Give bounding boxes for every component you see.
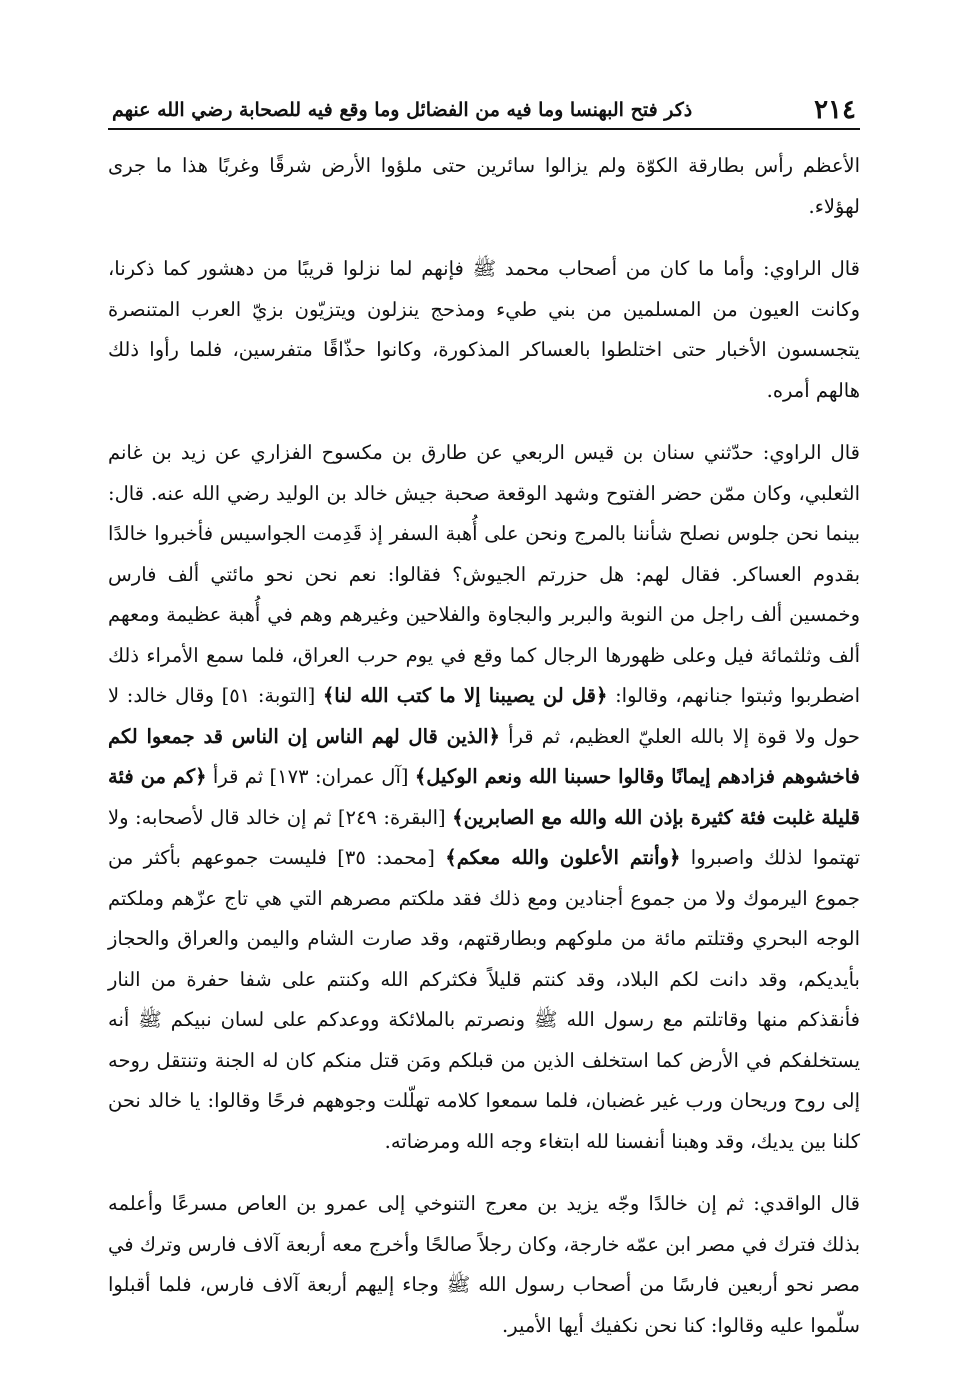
quran-quote: ﴿قل لن يصيبنا إلا ما كتب الله لنا﴾ — [322, 684, 608, 707]
text-run: [البقرة: ٢٤٩] ثم إن خالد قال لأصحابه: ولا تهتموا لذلك واصبروا — [108, 805, 860, 869]
body-text — [108, 146, 860, 1346]
text-run: قال الراوي: وأما ما كان من أصحاب محمد ﷺ فإنهم لما نزلوا قريبًا من دهشور كما ذكرنا، وكانت العيون من المسلمين من بني طيء ومذحج ينزلون ويتزيّون بزيّ العرب المتنصرة يتجسسون الأخبار حتى اختلطوا بالعساكر المذكورة، وكانوا حذّاقًا متفرسين، فلما رأوا ذلك هالهم أمره. — [108, 257, 860, 402]
quran-quote: ﴿وأنتم الأعلون والله معكم﴾ — [445, 846, 681, 869]
text-run: قال الراوي: حدّثني سنان بن قيس الربعي عن طارق بن مكسوح الفزاري عن زيد بن غانم الثعلبي، وكان ممّن حضر الفتوح وشهد الوقعة صحبة جيش خالد بن الوليد رضي الله عنه. قال: بينما نحن جلوس نصلح شأننا بالمرج ونحن على أُهبة السفر إذ قَدِمت الجواسيس فأخبروا خالدًا بقدوم العساكر. فقال لهم: هل حزرتم الجيوش؟ فقالوا: نعم نحن نحو مائتي ألف فارس وخمسين ألف راجل من النوبة والبربر والبجاوة والفلاحين وغيرهم وهم في أُهبة عظيمة ومعهم ألف وثلثمائة فيل وعلى ظهورها الرجال كما وقع في يوم حرب العراق، فلما سمع الأمراء ذلك اضطربوا وثبتوا جنانهم، وقالوا: — [108, 441, 861, 707]
quran-quote: ﴿الذين قال لهم الناس إن الناس قد جمعوا لكم فاخشوهم فزادهم إيمانًا وقالوا حسبنا الله ونعم الوكيل﴾ — [108, 724, 861, 788]
paragraph — [108, 146, 860, 227]
text-run: الأعظم رأس بطارقة الكوّة ولم يزالوا سائرين حتى ملؤوا الأرض شرقًا وغربًا هذا ما جرى لهؤلاء. — [108, 154, 860, 218]
text-run: [محمد: ٣٥] فليست جموعهم بأكثر من جموع اليرموك ولا من جموع أجنادين ومع ذلك فقد ملكتم مصرهم التي هي تاج عزّهم وملكتم الوجه البحري وقتلتم مائة من ملوكهم وبطارقتهم، وقد صارت الشام واليمن والعراق والحجاز بأيديكم، وقد دانت لكم البلاد، وقد كنتم قليلاً فكثركم الله وكنتم على شفا حفرة من النار فأنقذكم منها وقاتلتم مع رسول الله ﷺ ونصرتم بالملائكة ووعدكم على لسان نبيكم ﷺ أنه يستخلفكم في الأرض كما استخلف الذين من قبلكم ومَن قتل منكم كان له الجنة وتنتقل روحه إلى روح وريحان ورب غير غضبان، فلما سمعوا كلامه تهلّلت وجوههم فرحًا وقالوا: يا خالد نحن كلنا بين يديك، وقد وهبنا أنفسنا لله ابتغاء وجه الله ومرضاته. — [108, 846, 860, 1153]
running-title: ذكر فتح البهنسا وما فيه من الفضائل وما وقع فيه للصحابة رضي الله عنهم — [112, 99, 693, 121]
paragraph — [108, 249, 860, 411]
text-run: [التوبة: ٥١] وقال خالد: لا حول ولا قوة إلا بالله العليّ العظيم، ثم قرأ — [108, 684, 860, 748]
text-run: [آل عمران: ١٧٣] ثم قرأ — [206, 765, 415, 788]
paragraph — [108, 1184, 860, 1346]
text-run: قال الواقدي: ثم إن خالدًا وجّه يزيد بن معرج التنوخي إلى عمرو بن العاص مسرعًا وأعلمه بذلك فترك في مصر ابن عمّه خارجة، وكان رجلاً صالحًا وأخرج معه أربعة آلاف فارس وترك في مصر نحو أربعين فارسًا من أصحاب رسول الله ﷺ وجاء إليهم أربعة آلاف فارس، فلما أقبلوا سلّموا عليه وقالوا: كنا نحن نكفيك أيها الأمير. — [108, 1192, 860, 1337]
paragraph — [108, 433, 860, 1162]
page-number: ٢١٤ — [814, 95, 856, 125]
quran-quote: ﴿كم من فئة قليلة غلبت فئة كثيرة بإذن الله والله مع الصابرين﴾ — [108, 765, 860, 829]
page-header — [108, 92, 860, 130]
